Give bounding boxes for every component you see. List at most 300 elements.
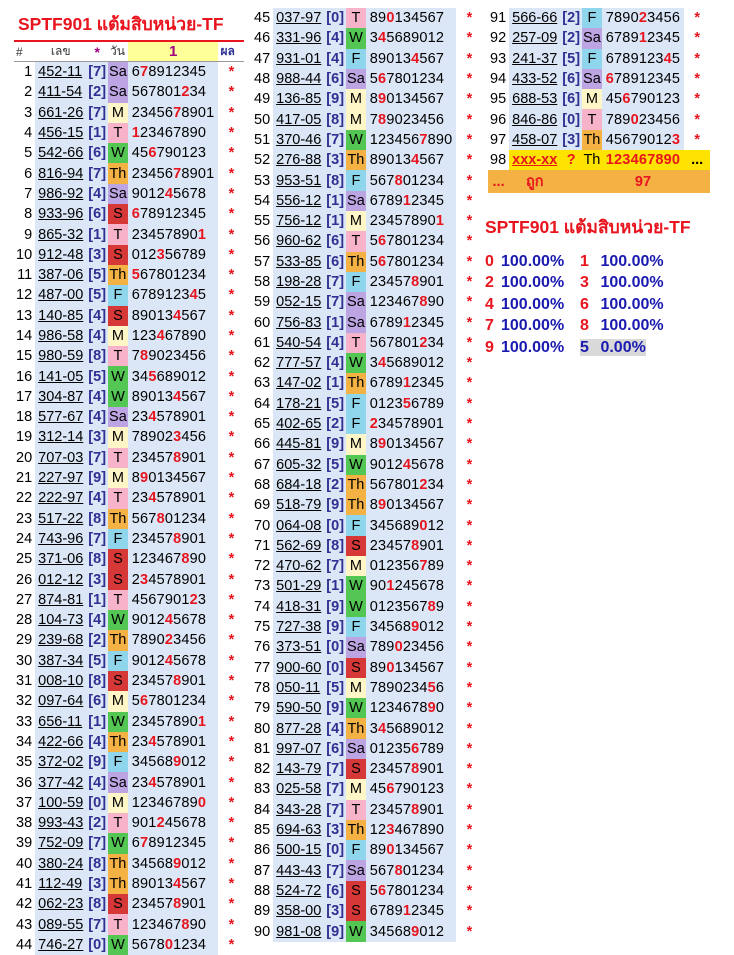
result-mark: * <box>456 312 482 332</box>
table-row <box>14 813 244 833</box>
sequence-prefix: 123 <box>132 328 157 344</box>
sequence-highlight: 7 <box>419 132 427 148</box>
row-number: 90 <box>252 921 273 941</box>
table-row <box>14 204 244 224</box>
sequence-suffix: 012 <box>419 924 444 940</box>
column-2 <box>252 8 482 942</box>
day-badge: M <box>108 793 128 813</box>
sequence-highlight: 6 <box>148 145 156 161</box>
sequence-prefix: 5 <box>370 71 378 87</box>
table-row <box>252 840 482 860</box>
sequence-prefix: 23 <box>132 775 149 791</box>
day-badge: T <box>108 590 128 610</box>
lottery-number: 816-94 <box>35 163 86 183</box>
digit-tag: [1] <box>86 712 108 732</box>
sequence-suffix: 578901 <box>157 409 207 425</box>
lottery-number: 456-15 <box>35 123 86 143</box>
sequence-prefix: 89013 <box>132 389 173 405</box>
table-row <box>252 252 482 272</box>
digit-sequence <box>128 854 219 874</box>
sequence-suffix: 5678 <box>411 457 444 473</box>
digit-sequence <box>128 488 219 508</box>
row-number: 6 <box>14 163 35 183</box>
column-1 <box>14 8 244 955</box>
lottery-number: 988-44 <box>273 69 324 89</box>
header-number: เลข <box>35 41 86 62</box>
stat-digit: 6 <box>580 296 596 314</box>
sequence-highlight: 6 <box>378 233 386 249</box>
lottery-number: 143-79 <box>273 759 324 779</box>
digit-sequence <box>366 779 457 799</box>
sequence-prefix: 89 <box>370 842 387 858</box>
lottery-number: 312-14 <box>35 427 86 447</box>
day-badge: T <box>108 448 128 468</box>
stat-row <box>485 317 664 338</box>
sequence-suffix: 23456 <box>403 639 444 655</box>
lottery-number: 518-79 <box>273 495 324 515</box>
sequence-suffix: 67801234 <box>140 267 206 283</box>
day-badge: S <box>108 204 128 224</box>
table-row <box>252 170 482 190</box>
row-number: 43 <box>14 914 35 934</box>
stat-value: 100.00% <box>501 296 580 314</box>
result-mark: * <box>456 678 482 698</box>
digit-tag: [0] <box>86 793 108 813</box>
sequence-suffix: 567 <box>419 51 444 67</box>
day-badge: M <box>346 89 366 109</box>
sequence-highlight: 8 <box>173 450 181 466</box>
sequence-prefix: 5 <box>370 883 378 899</box>
row-number: 27 <box>14 590 35 610</box>
digit-sequence <box>366 414 457 434</box>
result-mark: * <box>684 49 710 69</box>
sequence-highlight: 4 <box>165 653 173 669</box>
row-number: 89 <box>252 901 273 921</box>
digit-tag: [4] <box>86 387 108 407</box>
table-row <box>252 576 482 596</box>
sequence-suffix: 2345 <box>411 903 444 919</box>
row-number: 18 <box>14 407 35 427</box>
digit-tag: [0] <box>324 840 346 860</box>
sequence-prefix: 45 <box>606 91 623 107</box>
digit-sequence <box>128 427 219 447</box>
stat-digit: 9 <box>485 339 501 357</box>
sequence-highlight: 4 <box>165 612 173 628</box>
sequence-suffix: 8901 <box>181 166 214 182</box>
day-badge: Sa <box>346 637 366 657</box>
sequence-highlight: 4 <box>148 490 156 506</box>
sequence-prefix: 7890 <box>606 10 639 26</box>
lottery-number: 343-28 <box>273 800 324 820</box>
sequence-highlight: 6 <box>622 91 630 107</box>
digit-tag: [3] <box>324 901 346 921</box>
sequence-suffix: 34578901 <box>378 416 444 432</box>
digit-sequence <box>366 89 457 109</box>
sequence-suffix: 78912345 <box>614 71 680 87</box>
sequence-prefix: 6789 <box>370 193 403 209</box>
digit-tag: [9] <box>324 617 346 637</box>
digit-tag: [4] <box>86 732 108 752</box>
sequence-highlight: 4 <box>157 328 165 344</box>
day-badge: F <box>346 515 366 535</box>
day-badge: W <box>346 130 366 150</box>
sequence-highlight: 9 <box>378 436 386 452</box>
sequence-highlight: 4 <box>148 409 156 425</box>
result-mark: * <box>456 759 482 779</box>
row-number: 84 <box>252 800 273 820</box>
lottery-number: 257-09 <box>509 28 560 48</box>
stat-group <box>580 274 664 291</box>
result-mark: * <box>218 224 244 244</box>
table-row <box>14 793 244 813</box>
digit-sequence <box>366 901 457 921</box>
day-badge: S <box>108 549 128 569</box>
sequence-prefix: 23 <box>132 409 149 425</box>
result-mark: * <box>218 488 244 508</box>
sequence-prefix: 45 <box>132 145 149 161</box>
row-number: 29 <box>14 630 35 650</box>
row-number: 67 <box>252 455 273 475</box>
sequence-highlight: 6 <box>378 883 386 899</box>
digit-tag: [6] <box>324 739 346 759</box>
row-number: 35 <box>14 752 35 772</box>
result-mark: * <box>218 184 244 204</box>
table-row <box>252 353 482 373</box>
digit-sequence <box>128 184 219 204</box>
day-badge: M <box>346 434 366 454</box>
sequence-highlight: 2 <box>639 10 647 26</box>
sequence-highlight: 1 <box>639 30 647 46</box>
sequence-highlight: 4 <box>148 734 156 750</box>
day-badge: W <box>108 366 128 386</box>
stat-row <box>485 274 664 295</box>
digit-sequence <box>366 475 457 495</box>
table-row <box>14 326 244 346</box>
result-mark: * <box>218 651 244 671</box>
sequence-prefix: 78902 <box>132 429 173 445</box>
result-mark: * <box>218 245 244 265</box>
result-mark: * <box>218 833 244 853</box>
sequence-highlight: 1 <box>403 375 411 391</box>
row-number: 78 <box>252 678 273 698</box>
day-badge: Th <box>346 252 366 272</box>
lottery-number: 756-83 <box>273 312 324 332</box>
sequence-highlight: 8 <box>395 173 403 189</box>
digit-sequence <box>366 353 457 373</box>
stat-digit: 5 <box>580 339 596 357</box>
digit-tag: [6] <box>324 252 346 272</box>
stat-digit: 0 <box>485 253 501 271</box>
row-number: 83 <box>252 779 273 799</box>
sequence-prefix: 2 <box>132 572 140 588</box>
table-row <box>252 556 482 576</box>
table-row <box>252 272 482 292</box>
digit-tag: [6] <box>324 69 346 89</box>
row-number: 39 <box>14 833 35 853</box>
sequence-suffix: 23467890 <box>140 125 206 141</box>
sequence-highlight: 1 <box>198 227 206 243</box>
sequence-prefix: 7 <box>370 112 378 128</box>
digit-sequence <box>366 211 457 231</box>
sequence-suffix: 3 <box>198 592 206 608</box>
result-mark: * <box>218 671 244 691</box>
day-badge: Th <box>108 509 128 529</box>
sequence-suffix: 578901 <box>157 775 207 791</box>
digit-tag: [4] <box>86 326 108 346</box>
sequence-prefix: 34568 <box>370 924 411 940</box>
row-number: 44 <box>14 935 35 955</box>
day-badge: Th <box>582 150 602 170</box>
table-row <box>14 306 244 326</box>
lottery-number: 542-66 <box>35 143 86 163</box>
table-row <box>14 854 244 874</box>
result-mark: * <box>456 353 482 373</box>
lottery-number: 227-97 <box>35 468 86 488</box>
sequence-suffix: 2345 <box>647 30 680 46</box>
digit-sequence <box>128 285 219 305</box>
day-badge: Th <box>346 373 366 393</box>
row-number: 87 <box>252 860 273 880</box>
digit-tag: [2] <box>324 475 346 495</box>
digit-sequence <box>128 752 219 772</box>
total-row <box>488 170 710 193</box>
results-table-3 <box>488 8 710 193</box>
stat-row <box>485 296 664 317</box>
stat-value: 100.00% <box>501 317 580 335</box>
sequence-prefix: 789 <box>606 112 631 128</box>
row-number: 52 <box>252 150 273 170</box>
sequence-suffix: 01234 <box>165 511 206 527</box>
day-badge: W <box>346 698 366 718</box>
result-mark: * <box>218 103 244 123</box>
result-mark: * <box>456 272 482 292</box>
digit-tag: [8] <box>86 509 108 529</box>
sequence-highlight: 4 <box>411 152 419 168</box>
lottery-number: 756-12 <box>273 211 324 231</box>
lottery-number: 445-81 <box>273 434 324 454</box>
lottery-number: 008-10 <box>35 671 86 691</box>
result-mark: * <box>456 170 482 190</box>
results-table-2 <box>252 8 482 942</box>
sequence-highlight: 9 <box>173 856 181 872</box>
sequence-prefix: 6789123 <box>132 287 190 303</box>
row-number: 77 <box>252 658 273 678</box>
digit-tag: [8] <box>86 549 108 569</box>
result-mark: * <box>456 191 482 211</box>
digit-sequence <box>366 373 457 393</box>
day-badge: M <box>346 678 366 698</box>
day-badge: T <box>108 488 128 508</box>
result-mark: * <box>218 854 244 874</box>
digit-tag: [4] <box>86 407 108 427</box>
row-number: 8 <box>14 204 35 224</box>
result-mark: * <box>684 109 710 129</box>
digit-sequence <box>128 691 219 711</box>
digit-sequence <box>366 678 457 698</box>
row-number: 94 <box>488 69 509 89</box>
digit-tag: ? <box>560 150 582 170</box>
row-number: 48 <box>252 69 273 89</box>
table-row <box>14 285 244 305</box>
digit-sequence <box>602 28 684 48</box>
sequence-highlight: 1 <box>403 903 411 919</box>
sequence-highlight: 4 <box>173 308 181 324</box>
sequence-highlight: 4 <box>411 51 419 67</box>
day-badge: W <box>346 576 366 596</box>
result-mark: * <box>456 130 482 150</box>
table-row <box>14 752 244 772</box>
sequence-prefix: 1234678 <box>370 700 428 716</box>
day-badge: M <box>346 779 366 799</box>
result-mark: * <box>218 793 244 813</box>
sequence-prefix: 45 <box>370 781 387 797</box>
sequence-suffix: 9023456 <box>148 348 206 364</box>
lottery-number: 433-52 <box>509 69 560 89</box>
day-badge: M <box>346 556 366 576</box>
lottery-number: 402-65 <box>273 414 324 434</box>
sequence-highlight: 4 <box>173 389 181 405</box>
sequence-suffix: 7801234 <box>386 883 444 899</box>
sequence-suffix: 134567 <box>395 660 445 676</box>
day-badge: W <box>108 610 128 630</box>
digit-tag: [9] <box>324 921 346 941</box>
result-mark: * <box>456 434 482 454</box>
row-number: 38 <box>14 813 35 833</box>
result-mark: * <box>218 529 244 549</box>
sequence-highlight: 6 <box>132 206 140 222</box>
digit-tag: [1] <box>324 211 346 231</box>
digit-sequence <box>128 874 219 894</box>
lottery-number: 933-96 <box>35 204 86 224</box>
table-row <box>14 468 244 488</box>
lottery-number: 980-59 <box>35 346 86 366</box>
sequence-highlight: 8 <box>428 599 436 615</box>
result-mark: * <box>456 211 482 231</box>
day-badge: Sa <box>346 191 366 211</box>
sequence-highlight: 9 <box>378 497 386 513</box>
table-row <box>252 231 482 251</box>
sequence-prefix: 123467 <box>132 917 182 933</box>
result-mark: * <box>456 739 482 759</box>
digit-tag: [1] <box>324 312 346 332</box>
sequence-highlight: 4 <box>190 287 198 303</box>
sequence-prefix: 12346789 <box>132 795 198 811</box>
sequence-prefix: 6789 <box>606 30 639 46</box>
digit-tag: [9] <box>324 89 346 109</box>
row-number: 11 <box>14 265 35 285</box>
row-number: 45 <box>252 8 273 28</box>
sequence-highlight: 8 <box>181 551 189 567</box>
sequence-suffix: 7801234 <box>148 693 206 709</box>
sequence-suffix: 8901 <box>181 105 214 121</box>
digit-tag: [6] <box>324 231 346 251</box>
result-mark: * <box>456 373 482 393</box>
row-number: 54 <box>252 191 273 211</box>
sequence-highlight: 1 <box>403 315 411 331</box>
sequence-highlight: 2 <box>181 84 189 100</box>
sequence-suffix: 901 <box>419 761 444 777</box>
row-number: 64 <box>252 394 273 414</box>
digit-sequence <box>602 89 684 109</box>
lottery-number: 372-02 <box>35 752 86 772</box>
day-badge: T <box>108 914 128 934</box>
sequence-highlight: 3 <box>672 132 680 148</box>
row-number: 81 <box>252 739 273 759</box>
sequence-suffix: 0 <box>436 700 444 716</box>
row-number: 3 <box>14 103 35 123</box>
result-mark: * <box>218 914 244 934</box>
sequence-suffix: 567 <box>181 389 206 405</box>
day-badge: Sa <box>108 82 128 102</box>
sequence-prefix: 123467 <box>370 294 420 310</box>
digit-tag: [7] <box>324 779 346 799</box>
result-mark: * <box>218 143 244 163</box>
sequence-prefix: 9012 <box>370 457 403 473</box>
digit-sequence <box>128 62 219 83</box>
digit-tag: [9] <box>86 752 108 772</box>
day-badge: F <box>108 529 128 549</box>
table-row <box>252 211 482 231</box>
row-number: 2 <box>14 82 35 102</box>
row-number: 47 <box>252 49 273 69</box>
sequence-highlight: 4 <box>148 775 156 791</box>
sequence-suffix: 901 <box>181 673 206 689</box>
result-mark: ... <box>684 150 710 170</box>
sequence-highlight: 4 <box>378 721 386 737</box>
sequence-highlight: 9 <box>411 619 419 635</box>
sequence-suffix: 134567 <box>395 10 445 26</box>
day-badge: S <box>108 671 128 691</box>
table-row <box>14 630 244 650</box>
day-badge: T <box>108 346 128 366</box>
digit-tag: [7] <box>86 103 108 123</box>
day-badge: F <box>346 170 366 190</box>
result-mark: * <box>218 874 244 894</box>
row-number: 72 <box>252 556 273 576</box>
digit-sequence <box>128 468 219 488</box>
digit-tag: [0] <box>86 935 108 955</box>
sequence-highlight: 1 <box>403 193 411 209</box>
lottery-number: 752-09 <box>35 833 86 853</box>
digit-tag: [0] <box>324 8 346 28</box>
row-number: 62 <box>252 353 273 373</box>
row-number: 42 <box>14 894 35 914</box>
sequence-highlight: 6 <box>140 693 148 709</box>
digit-tag: [2] <box>560 8 582 28</box>
result-mark: * <box>456 576 482 596</box>
stat-value: 0.00% <box>596 339 646 356</box>
header-one: 1 <box>128 41 219 62</box>
digit-sequence <box>128 387 219 407</box>
table-row <box>252 8 482 28</box>
sequence-suffix: 012 <box>181 754 206 770</box>
sequence-suffix: 4578901 <box>148 572 206 588</box>
sequence-highlight: 8 <box>173 531 181 547</box>
result-mark: * <box>218 569 244 589</box>
digit-sequence <box>128 448 219 468</box>
row-number: 21 <box>14 468 35 488</box>
table-body-1 <box>14 62 244 955</box>
digit-sequence <box>128 590 219 610</box>
sequence-prefix: 34568 <box>132 754 173 770</box>
result-mark: * <box>684 130 710 150</box>
table-row <box>252 637 482 657</box>
table-row <box>252 28 482 48</box>
lottery-number: 684-18 <box>273 475 324 495</box>
digit-tag: [3] <box>324 150 346 170</box>
day-badge: M <box>346 211 366 231</box>
sequence-prefix: 789 <box>370 639 395 655</box>
